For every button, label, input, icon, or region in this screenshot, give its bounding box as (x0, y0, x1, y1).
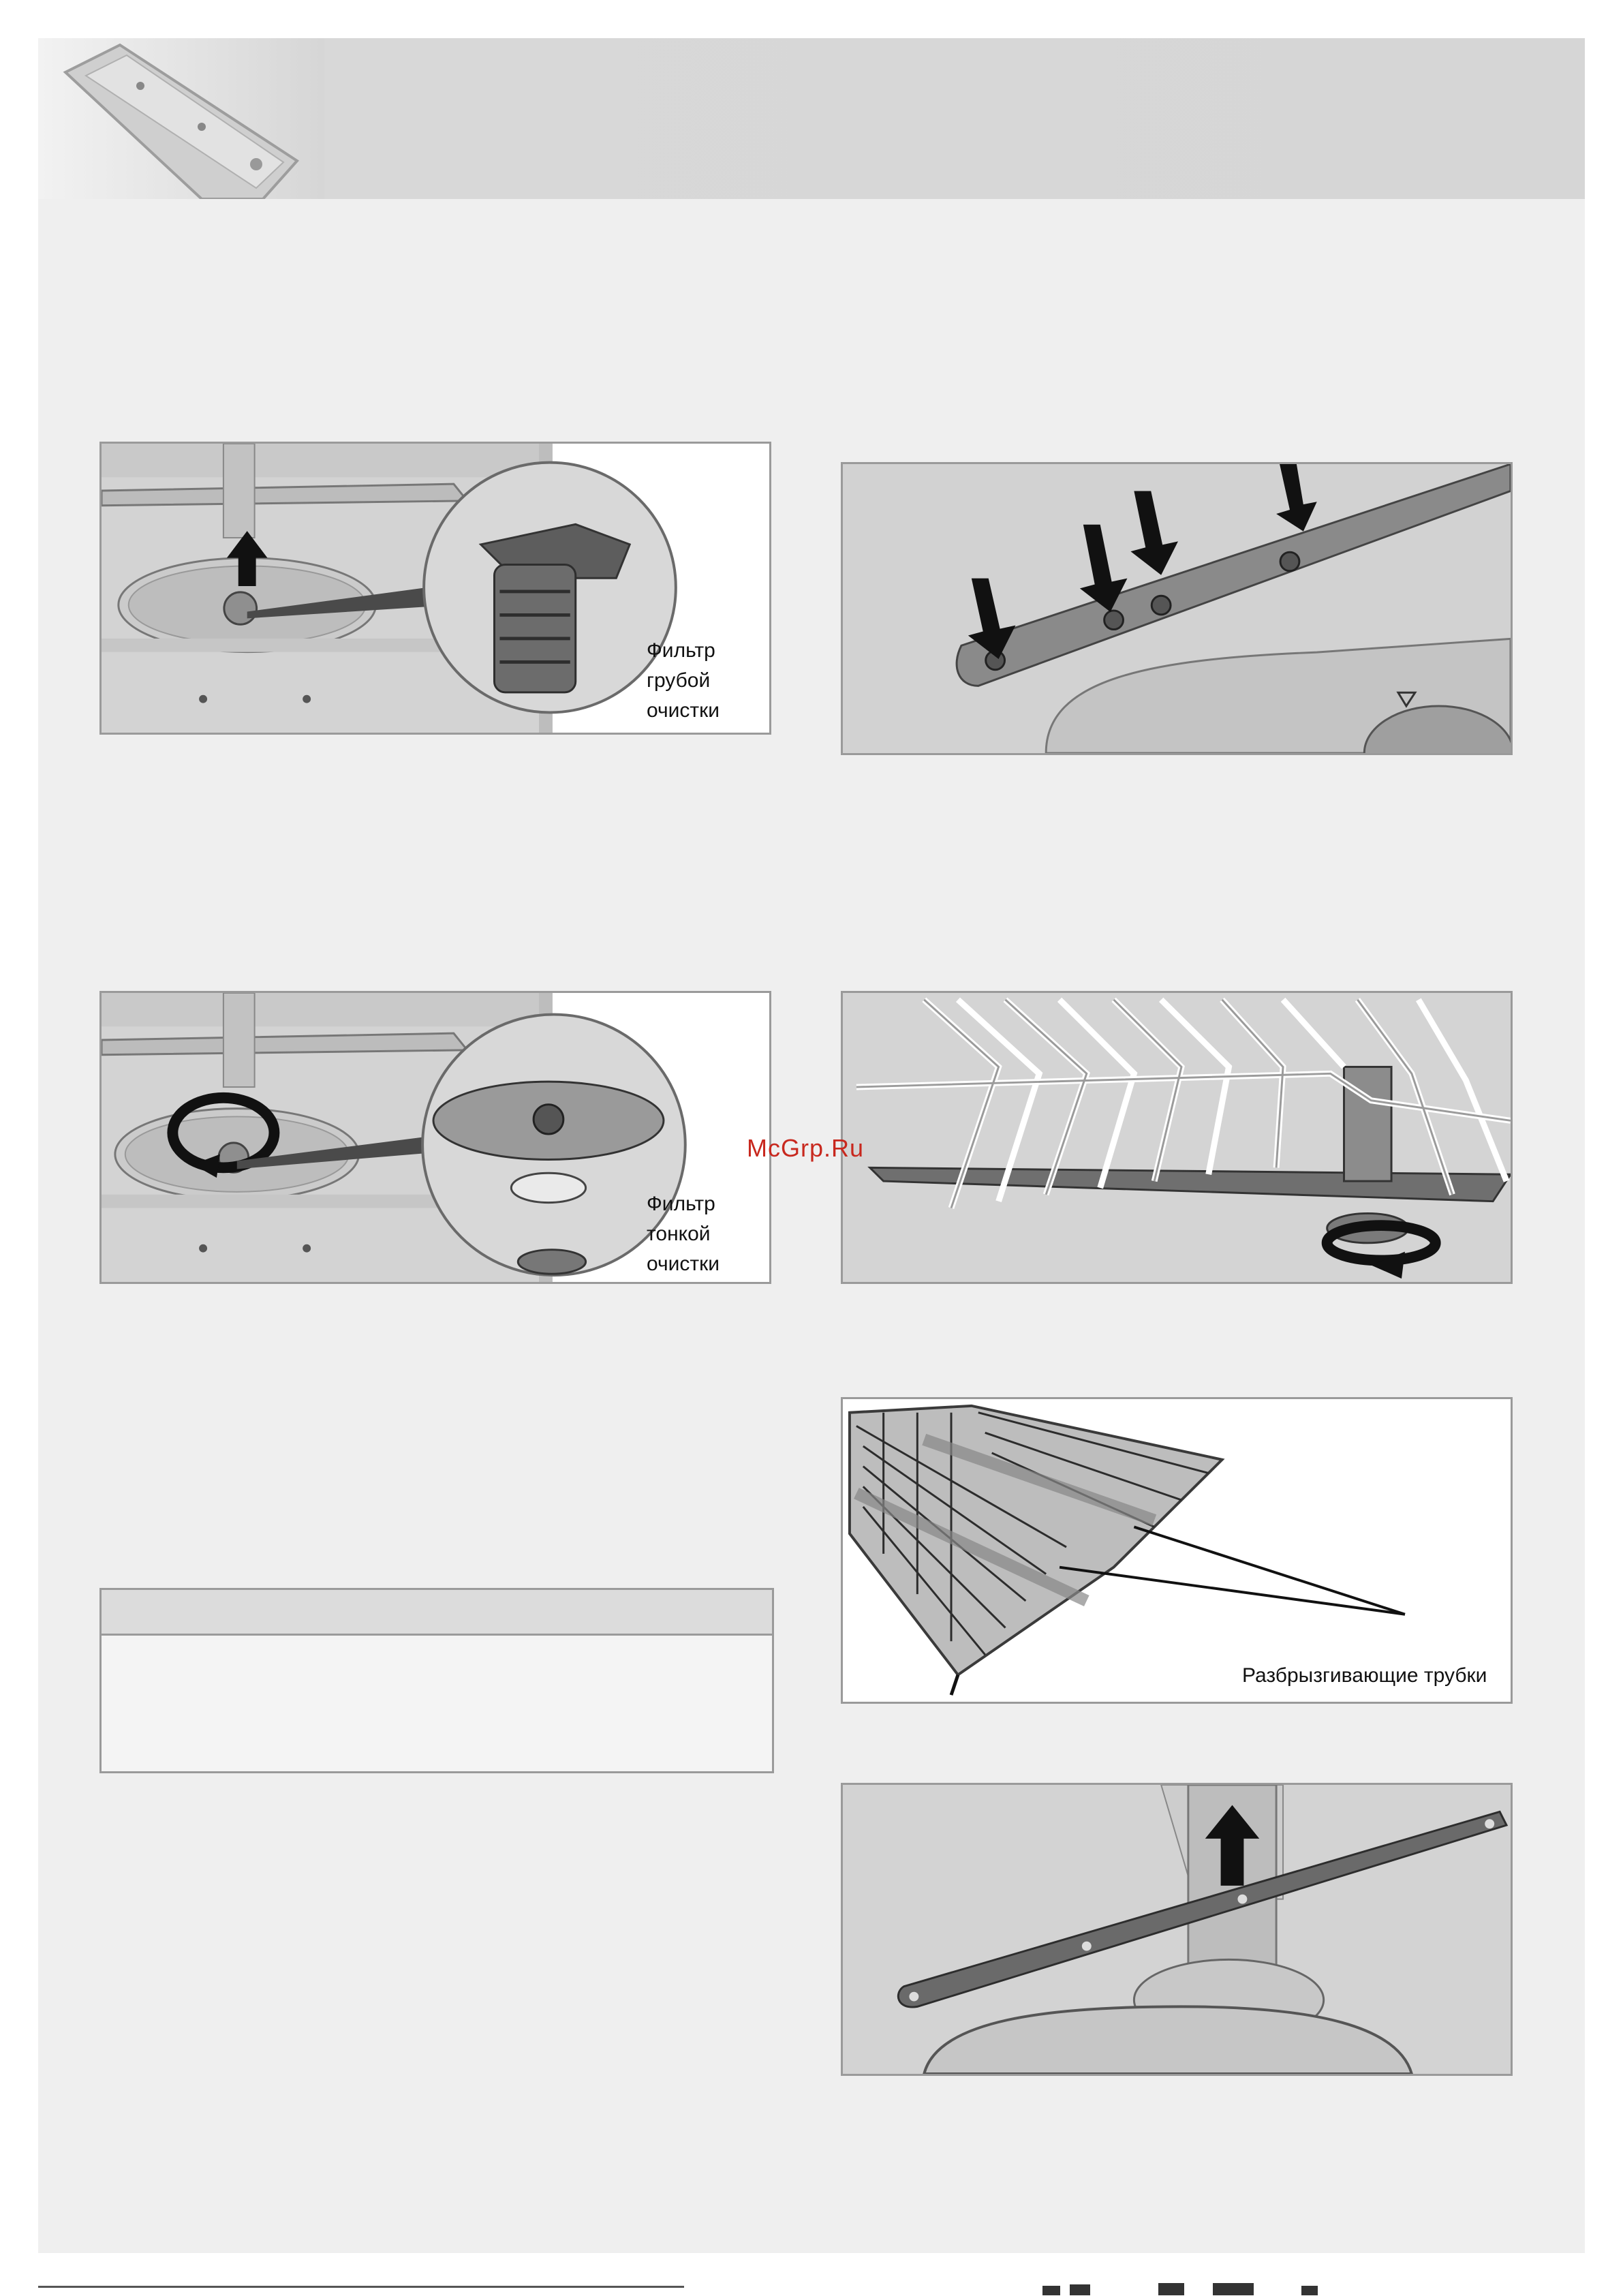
header-band (38, 38, 1585, 199)
coarse-filter-figure (99, 442, 771, 735)
spray-arm-header-image (38, 38, 324, 199)
spray-tubes-figure (841, 1397, 1513, 1704)
spray-tubes-label: Разбрызгивающие трубки (1242, 1664, 1487, 1687)
note-box-header (102, 1590, 772, 1636)
upper-spray-arm-illustration (843, 1785, 1511, 2074)
footer-partial-text-image (1042, 2280, 1356, 2295)
basket-spray-arm-figure (841, 991, 1513, 1284)
footer-rule (38, 2286, 684, 2288)
note-box (99, 1588, 774, 1773)
spray-arm-nozzles-illustration (843, 464, 1511, 753)
upper-spray-arm-figure (841, 1783, 1513, 2076)
basket-spray-arm-illustration (843, 993, 1511, 1282)
spray-tubes-illustration (843, 1399, 1511, 1702)
fine-filter-figure (99, 991, 771, 1284)
fine-filter-label: Фильтр тонкой очистки (647, 1193, 720, 1275)
watermark: McGrp.Ru (747, 1134, 865, 1162)
spray-arm-nozzles-figure (841, 462, 1513, 755)
coarse-filter-label: Фильтр грубой очистки (647, 639, 720, 722)
